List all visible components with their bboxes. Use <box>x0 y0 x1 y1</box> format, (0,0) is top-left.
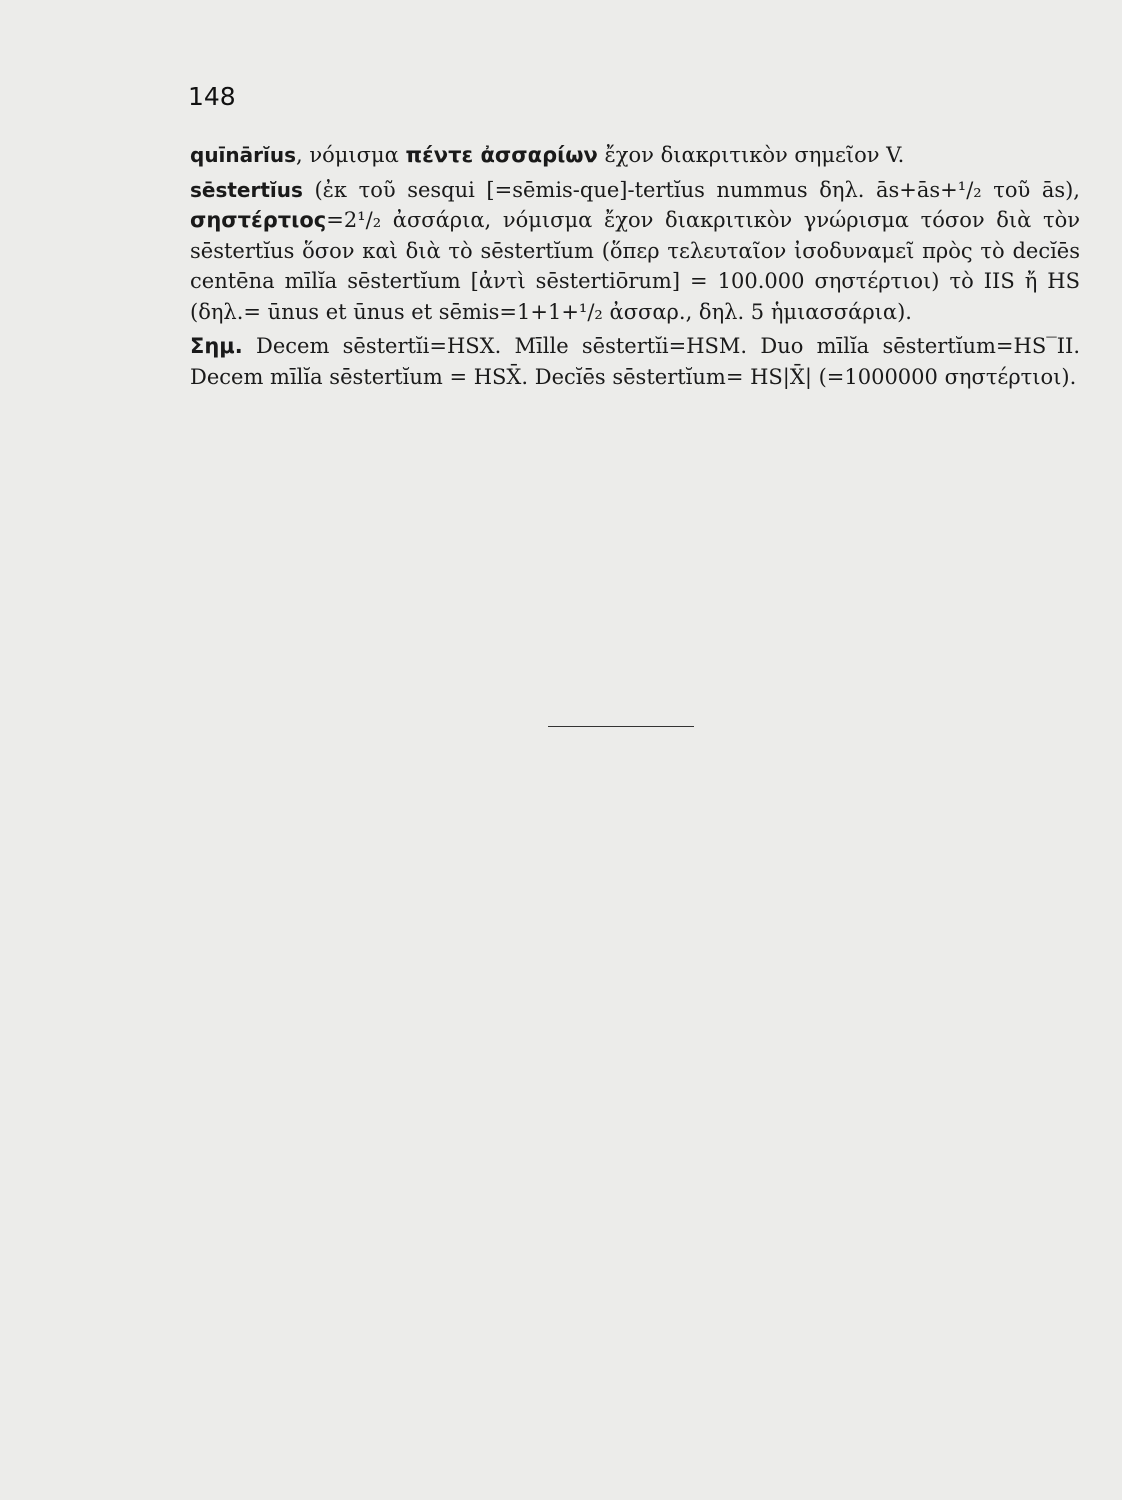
section-divider <box>548 726 694 727</box>
entry-greek-bold: σηστέρτιος <box>190 208 327 232</box>
note-paragraph <box>190 331 1080 392</box>
entry-headword: quīnārĭus <box>190 143 297 167</box>
note-text: Decem sēstertĭi=HSX. Mīlle sēstertĭi=HSM. Duo mīlĭa sēstertĭum=HS‾II. Decem mīlĭa sēstertĭum = HSX̄. Decĭēs sēstertĭum= HS|X̄| (=1000000 σηστέρτιοι). <box>190 334 1080 389</box>
entry-text: , νόμισμα <box>296 143 406 167</box>
entry-text: (ἐκ τοῦ sesqui [=sēmis-que]-tertĭus nummus δηλ. ās+ās+¹/₂ τοῦ ās), <box>302 177 1080 202</box>
entry-text: =2¹/₂ ἀσσάρια, νόμισμα ἔχον διακριτικὸν γνώρισμα τόσον διὰ τὸν sēstertĭus ὅσον καὶ διὰ τὸ sēstertĭum (ὅπερ τελευταῖον ἰσοδυναμεῖ πρὸς τὸ decĭēs centēna mīlĭa sēstertĭum [ἀντὶ sēstertiōrum] = 100.000 σηστέρτιοι) τὸ IIS ἤ HS (δηλ.= ūnus et ūnus et sēmis=1+1+¹/₂ ἀσσαρ., δηλ. 5 ἡμιασσάρια). <box>190 208 1080 324</box>
note-label: Σημ. <box>190 334 243 358</box>
text-block <box>190 140 1080 396</box>
entry-headword: sēstertĭus <box>190 177 303 202</box>
entry-quinarius <box>190 140 1080 171</box>
entry-greek-bold: πέντε ἀσσαρίων <box>405 143 598 167</box>
entry-sestertius <box>190 175 1080 328</box>
page-number: 148 <box>188 82 236 111</box>
entry-text: ἔχον διακριτικὸν σημεῖον V. <box>597 143 905 167</box>
